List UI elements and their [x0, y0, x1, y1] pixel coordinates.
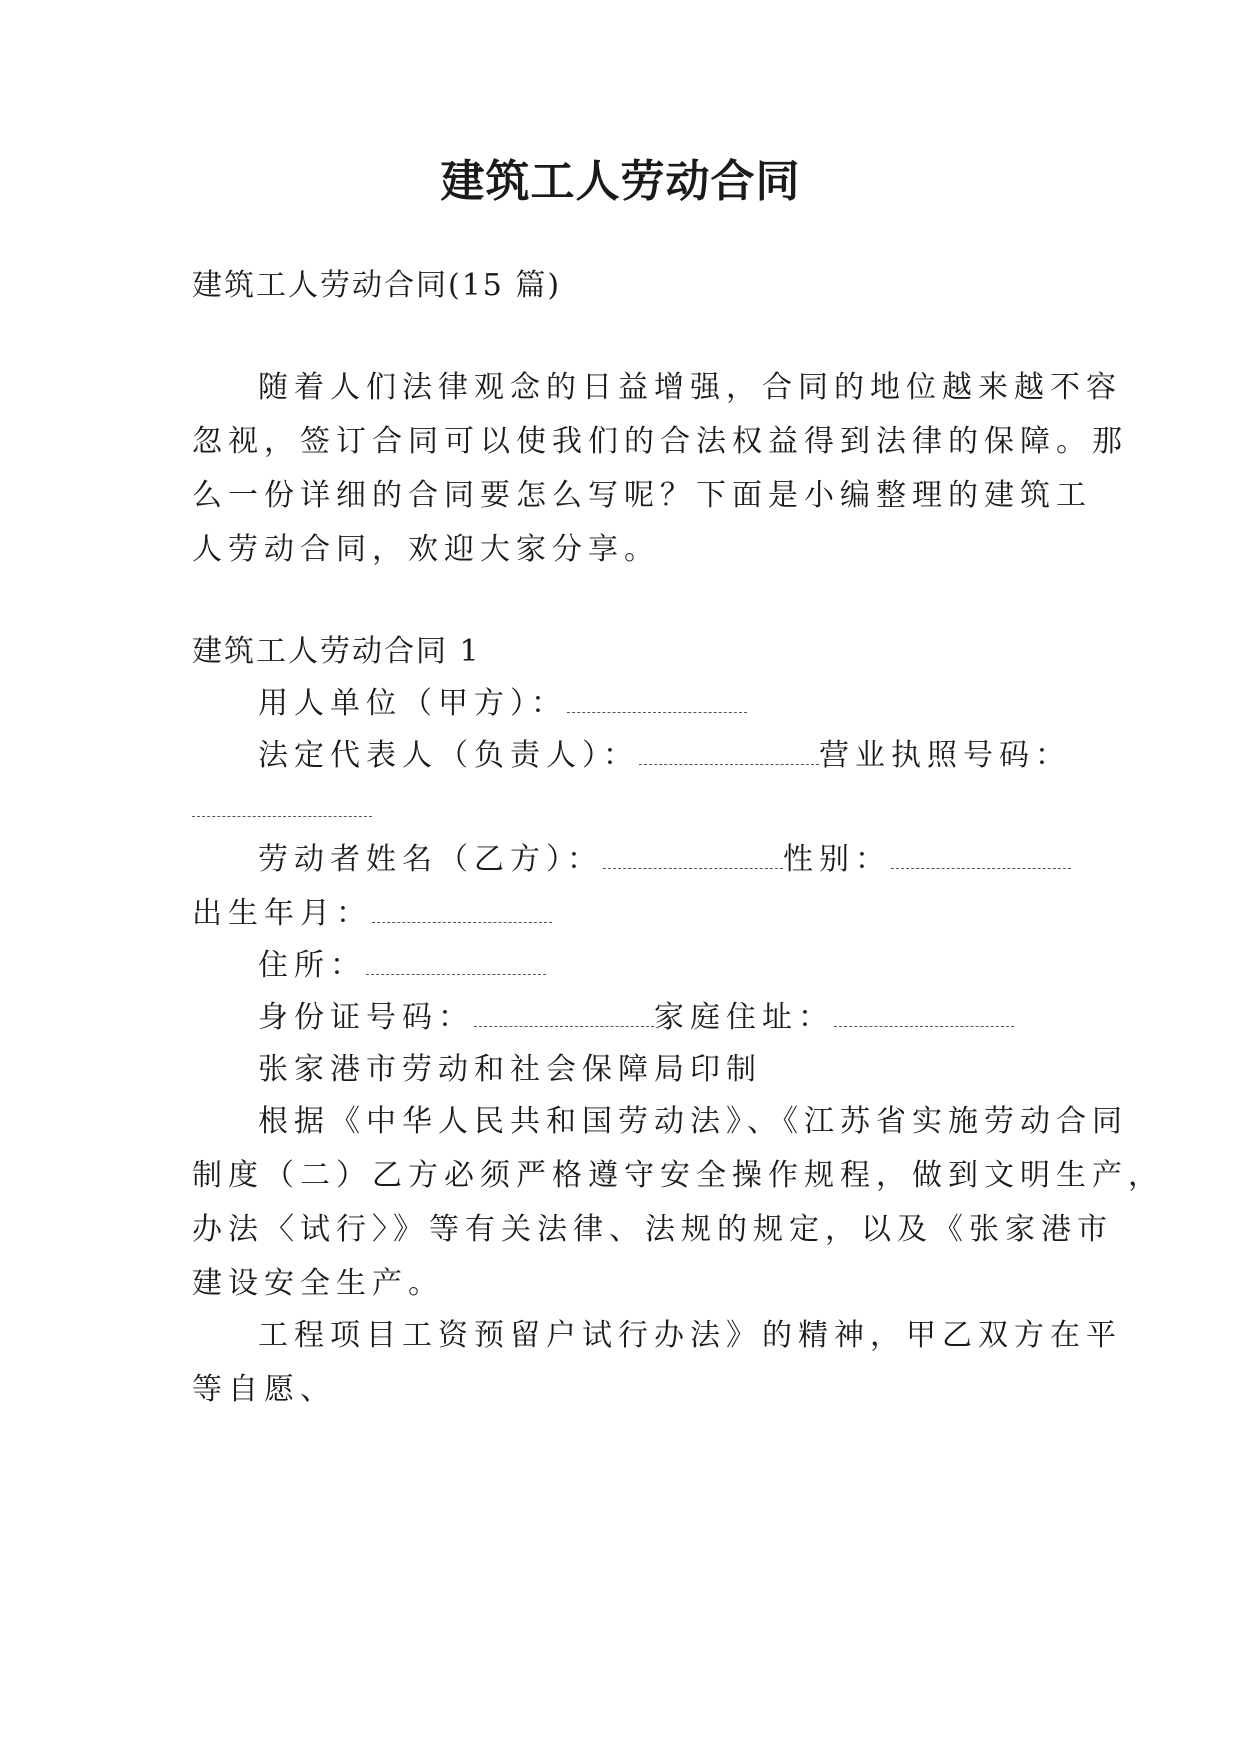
gender-label: 性别： [783, 842, 891, 877]
residence-blank[interactable] [366, 948, 546, 975]
body-line-2: 制度（二）乙方必须严格遵守安全操作规程，做到文明生产， [192, 1158, 1164, 1193]
employer-row [258, 684, 1062, 724]
worker-row [258, 840, 1062, 880]
residence-row [258, 946, 1062, 986]
legal-rep-label: 法定代表人（负责人）： [258, 738, 639, 773]
employer-label: 用人单位（甲方）： [258, 686, 567, 721]
body-line-1: 根据《中华人民共和国劳动法》、《江苏省实施劳动合同 [258, 1104, 1128, 1139]
worker-name-blank[interactable] [603, 842, 783, 869]
id-row [258, 998, 1062, 1038]
home-label: 家庭住址： [654, 1000, 834, 1035]
id-label: 身份证号码： [258, 1000, 474, 1035]
home-blank[interactable] [834, 1000, 1014, 1027]
body-line-3: 办法〈试行〉》等有关法律、法规的规定，以及《张家港市 [192, 1212, 1113, 1247]
intro-line-3: 么一份详细的合同要怎么写呢？下面是小编整理的建筑工 [192, 478, 1092, 513]
closing-line-2: 等自愿、 [192, 1372, 336, 1407]
document-title: 建筑工人劳动合同 [440, 156, 801, 207]
license-row [192, 788, 1062, 828]
employer-blank[interactable] [567, 686, 747, 713]
worker-name-label: 劳动者姓名（乙方）： [258, 842, 603, 877]
issuer-line: 张家港市劳动和社会保障局印制 [258, 1052, 762, 1087]
intro-line-1: 随着人们法律观念的日益增强，合同的地位越来越不容 [258, 370, 1122, 405]
legal-rep-row [258, 736, 1071, 776]
body-line-4: 建设安全生产。 [192, 1266, 444, 1301]
legal-rep-blank[interactable] [639, 738, 819, 765]
document-subtitle: 建筑工人劳动合同(15 篇) [192, 268, 562, 303]
birth-label: 出生年月： [192, 896, 372, 931]
closing-line-1: 工程项目工资预留户试行办法》的精神，甲乙双方在平 [258, 1318, 1122, 1353]
id-blank[interactable] [474, 1000, 654, 1027]
license-label: 营业执照号码： [819, 738, 1071, 773]
intro-line-4: 人劳动合同，欢迎大家分享。 [192, 532, 660, 567]
birth-blank[interactable] [372, 896, 552, 923]
birth-row [192, 894, 1062, 934]
residence-label: 住所： [258, 948, 366, 983]
intro-line-2: 忽视，签订合同可以使我们的合法权益得到法律的保障。那 [192, 424, 1128, 459]
section-heading: 建筑工人劳动合同 1 [192, 634, 481, 669]
gender-blank[interactable] [891, 842, 1071, 869]
license-blank[interactable] [192, 790, 372, 817]
